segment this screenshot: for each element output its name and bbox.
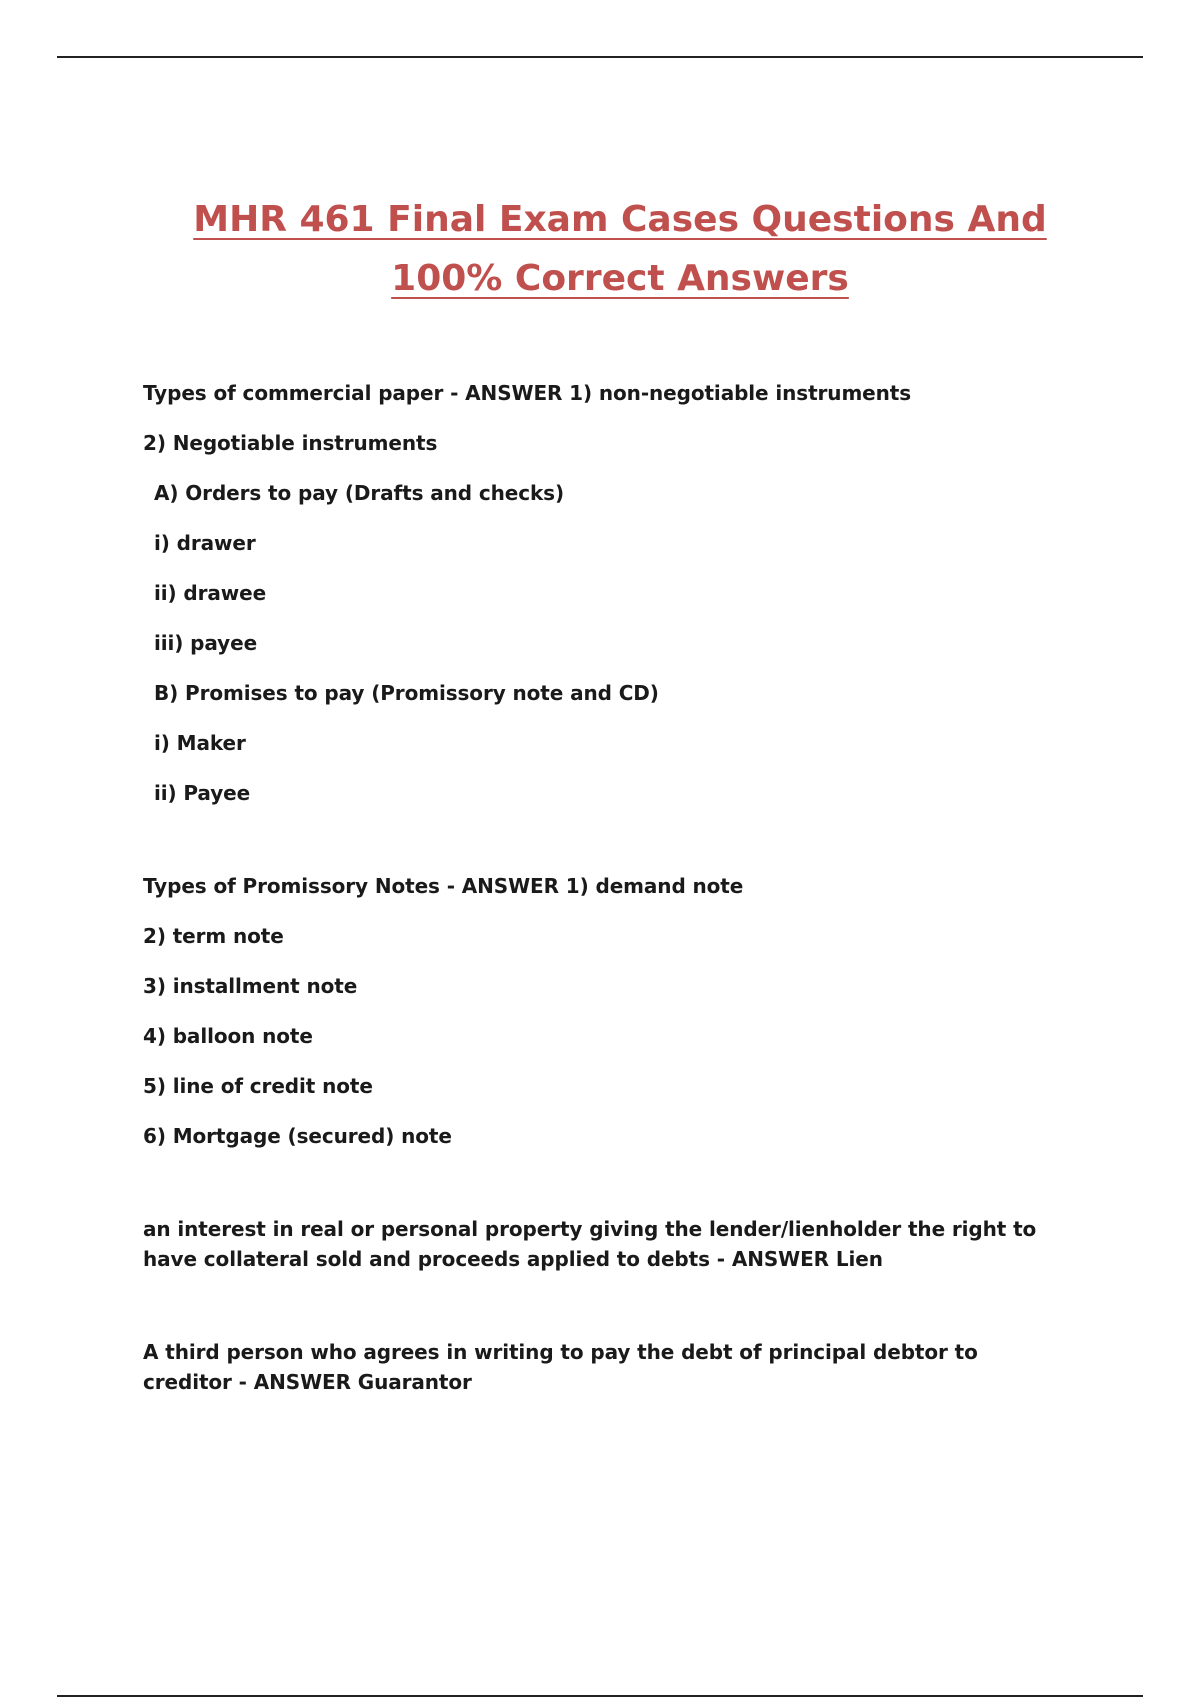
- answer-item: 3) installment note: [143, 974, 358, 998]
- footer-rule: [57, 1695, 1143, 1697]
- qa-lien: [143, 1214, 1073, 1274]
- title-line-1: MHR 461 Final Exam Cases Questions And: [193, 199, 1047, 240]
- answer-subitem: ii) drawee: [154, 581, 267, 605]
- answer-subitem: B) Promises to pay (Promissory note and CD): [154, 681, 659, 705]
- answer-item: 2) Negotiable instruments: [143, 431, 438, 455]
- qa-guarantor: [143, 1337, 1073, 1397]
- block-spacer: [143, 1151, 1073, 1214]
- question-answer-text: A third person who agrees in writing to pay the debt of principal debtor to creditor - ANSWER Guarantor: [143, 1340, 978, 1394]
- answer-subitem: iii) payee: [154, 631, 258, 655]
- block-spacer: [143, 808, 1073, 871]
- answer-item: 2) term note: [143, 924, 284, 948]
- answer-subitem: i) Maker: [154, 731, 246, 755]
- answer-subitem: i) drawer: [154, 531, 256, 555]
- qa-commercial-paper: [143, 378, 1073, 808]
- document-body: [143, 378, 1073, 1397]
- answer-subitem: ii) Payee: [154, 781, 251, 805]
- question-answer-text: an interest in real or personal property giving the lender/lienholder the right to have collateral sold and proceeds applied to debts - ANSWER Lien: [143, 1217, 1037, 1271]
- question-line: Types of Promissory Notes - ANSWER 1) demand note: [143, 874, 744, 898]
- question-line: Types of commercial paper - ANSWER 1) non-negotiable instruments: [143, 381, 912, 405]
- answer-item: 4) balloon note: [143, 1024, 313, 1048]
- header-rule: [57, 56, 1143, 58]
- qa-promissory-notes: [143, 871, 1073, 1151]
- document-title: [100, 190, 1140, 308]
- answer-item: 6) Mortgage (secured) note: [143, 1124, 452, 1148]
- block-spacer: [143, 1274, 1073, 1337]
- title-line-2: 100% Correct Answers: [391, 258, 849, 299]
- answer-subitem: A) Orders to pay (Drafts and checks): [154, 481, 565, 505]
- answer-item: 5) line of credit note: [143, 1074, 373, 1098]
